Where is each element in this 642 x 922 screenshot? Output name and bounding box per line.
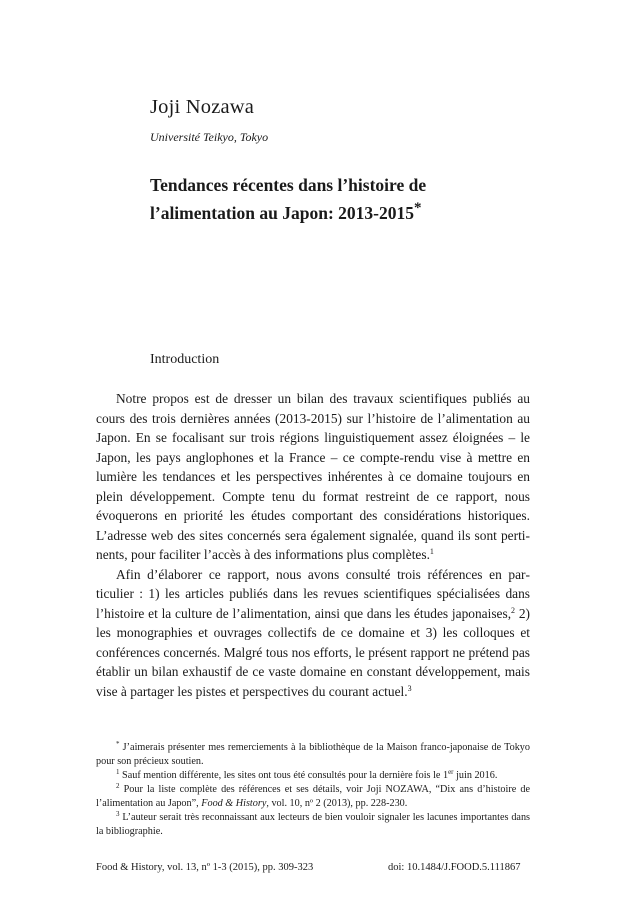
author-affiliation: Université Teikyo, Tokyo bbox=[150, 130, 269, 144]
paragraph-1 bbox=[96, 389, 530, 565]
footnote-1 bbox=[96, 769, 530, 783]
author-name: Joji Nozawa bbox=[150, 96, 255, 118]
footnotes bbox=[96, 741, 530, 839]
footnote-2-text-a: Pour la liste complète des références et ses détails, voir Joji NOZAWA, “Dix ans d’histoire de l’alimentation au Japon”, bbox=[96, 784, 530, 809]
footer-doi[interactable]: doi: 10.1484/J.FOOD.5.111867 bbox=[388, 862, 521, 873]
footnote-3-text: L’auteur serait très reconnaissant aux lecteurs de bien vouloir signaler les lacunes importantes dans la bibliographie. bbox=[96, 812, 530, 837]
article-title-text: Tendances récentes dans l’histoire de l’alimentation au Japon: 2013-2015 bbox=[150, 175, 427, 223]
footnote-ref-2[interactable]: 2 bbox=[511, 605, 516, 615]
article-body bbox=[96, 389, 530, 701]
footnote-1-text-a: Sauf mention différente, les sites ont tous été consultés pour la dernière fois le 1 bbox=[119, 770, 449, 781]
footnote-1-marker: 1 bbox=[116, 768, 120, 776]
footnote-ref-1[interactable]: 1 bbox=[429, 547, 434, 556]
footnote-1-text-b: juin 2016. bbox=[453, 770, 498, 781]
footnote-2-journal: Food & History bbox=[201, 798, 267, 809]
paragraph-1-text: Notre propos est de dresser un bilan des travaux scientifiques publiés au cours des trois dernières années (2013-2015) sur l’histoire de l’alimentation au Japon. En se focalisant sur trois régions linguistiquement assez éloignées – le Japon, les pays anglophones et la France – ce compte-rendu vise à mettre en lumière les tendances et les perspectives inhérentes à ce domaine toujours en plein développement. Compte tenu du format restreint de ce rapport, nous évoquerons en priorité les études comportant des considérations historiques. L’adresse web des sites concernés sera également signalée, quand ils sont pertinents, pour faciliter l’accès à des informations plus complètes. bbox=[96, 391, 530, 562]
paragraph-2-text-a: Afin d’élaborer ce rapport, nous avons consulté trois références en particulier : 1) les articles publiés dans les revues scientifiques spécialisées dans l’histoire et la culture de l’alimentation, ainsi que dans les études japonaises, bbox=[96, 566, 530, 621]
footnote-2-text-b: , vol. 10, nº 2 (2013), pp. 228-230. bbox=[266, 798, 408, 809]
footnote-ref-3[interactable]: 3 bbox=[407, 683, 412, 693]
footnote-3-marker: 3 bbox=[116, 810, 120, 818]
paragraph-2 bbox=[96, 565, 530, 702]
footer-citation: Food & History, vol. 13, nº 1-3 (2015), pp. 309-323 bbox=[96, 862, 314, 873]
footnote-star-marker: * bbox=[116, 740, 120, 748]
footnote-2 bbox=[96, 783, 530, 811]
title-footnote-marker[interactable]: * bbox=[413, 200, 422, 216]
footnote-1-ordinal: er bbox=[448, 768, 454, 776]
paragraph-2-text-b: 2) les monographies et ouvrages collectifs de ce domaine et 3) les colloques et conférences concernés. Malgré tous nos efforts, le présent rapport ne prétend pas établir un bilan exhaustif de ce vaste domaine en constant développement, mais vise à partager les pistes et perspectives du courant actuel. bbox=[96, 605, 530, 699]
footnote-star-text: J’aimerais présenter mes remerciements à la bibliothèque de la Maison franco-japonaise de Tokyo pour son précieux soutien. bbox=[96, 742, 530, 767]
article-title bbox=[150, 174, 530, 225]
footnote-2-marker: 2 bbox=[116, 782, 120, 790]
footnote-star bbox=[96, 741, 530, 769]
footnote-3 bbox=[96, 811, 530, 839]
section-heading: Introduction bbox=[150, 352, 220, 367]
